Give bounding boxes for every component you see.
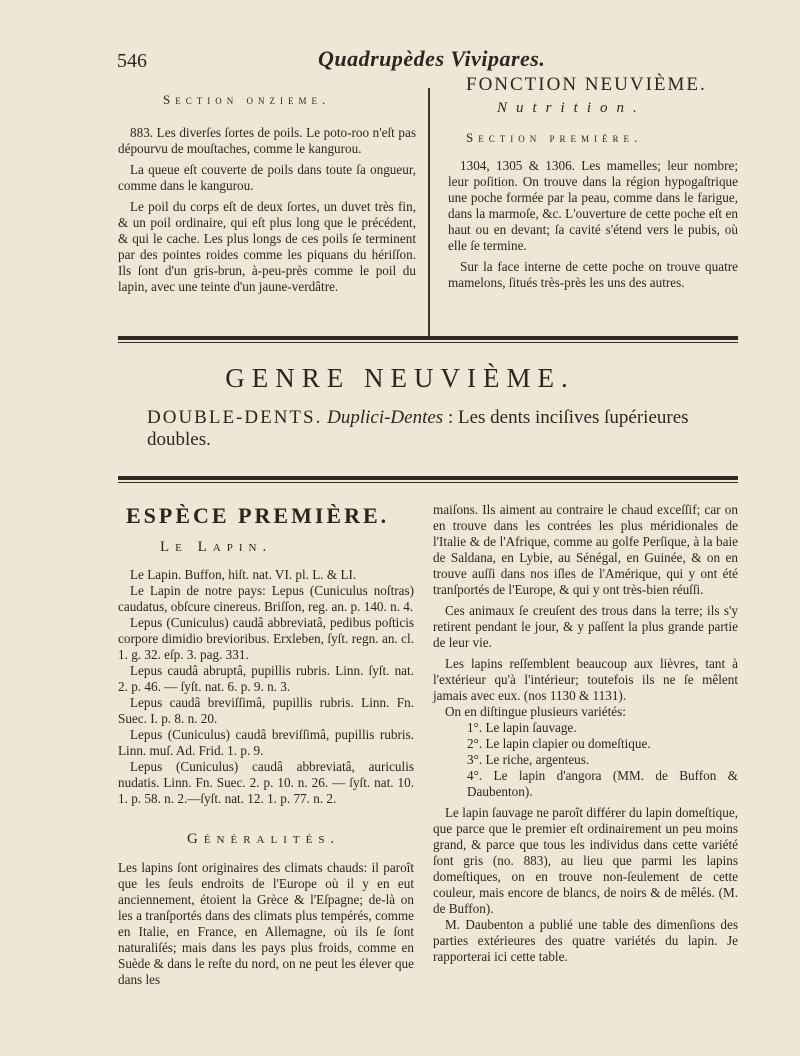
- genre-title: GENRE NEUVIÈME.: [225, 363, 575, 393]
- genre-name: DOUBLE-DENTS.: [147, 407, 323, 428]
- synonym: Le Lapin de notre pays: Lepus (Cuniculus noſtras) caudatus, obſcure cinereus. Briſſon, reg. an. p. 140. n. 4.: [118, 583, 414, 614]
- divider-rule: [118, 482, 738, 483]
- paragraph: Le poil du corps eſt de deux ſortes, un duvet très fin, & un poil ordinaire, qui eſt plus long que le précédent, & qui le cache. Les plus longs de ces poils ſe terminent par des pointes roides comme les piquans du hériſſon. Ils ſont d'un gris-brun, à-peu-près comme le poil du lapin, avec une teinte d'un jaune-verdâtre.: [118, 199, 416, 294]
- genre-text: : Les dents inciſives ſupérieures doubles.: [147, 407, 689, 450]
- right-bottom-column: [433, 502, 738, 965]
- genre-latin: Duplici-Dentes: [327, 407, 444, 428]
- nutrition-heading: Nutrition.: [497, 100, 646, 116]
- animal-name: Le Lapin.: [160, 539, 273, 555]
- genre-description: [147, 407, 707, 451]
- synonymy-column: [118, 567, 414, 807]
- synonym: Lepus caudâ abruptâ, pupillis rubris. Linn. ſyſt. nat. 2. p. 46. — ſyſt. nat. 6. p. 9. n. 3.: [118, 663, 414, 694]
- paragraph: M. Daubenton a publié une table des dimenſions des parties extérieures des quatre variétés du lapin. Je rapporterai ici cette table.: [433, 917, 738, 964]
- paragraph: 1304, 1305 & 1306. Les mamelles; leur nombre; leur poſition. On trouve dans la région hypogaſtrique une poche formée par la peau, comme dans le farigue, dans la marmoſe, &c. L'ouverture de cette poche eſt en haut ou en devant; ſa cavité s'étend vers le pubis, où elle ſe termine.: [448, 158, 738, 253]
- list-item: 4°. Le lapin d'angora (MM. de Buffon & Daubenton).: [467, 768, 738, 799]
- generalites-heading: Généralités.: [187, 831, 341, 847]
- paragraph: 883. Les diverſes ſortes de poils. Le poto-roo n'eſt pas dépourvu de mouſtaches, comme le kangurou.: [118, 125, 416, 156]
- paragraph: Le lapin ſauvage ne paroît différer du lapin domeſtique, que parce que le premier eſt ordinairement un peu moins grand, & parce que tous les individus dans cette variété ſont gris (no. 883), au lieu que parmi les lapins domeſtiques, on en trouve non-ſeulement de cette couleur, mais encore de blancs, de noirs & de mêlés. (M. de Buffon).: [433, 805, 738, 916]
- list-item: 2°. Le lapin clapier ou domeſtique.: [467, 736, 651, 751]
- section-title-right: Section première.: [466, 130, 643, 145]
- paragraph: maiſons. Ils aiment au contraire le chaud exceſſif; car on en trouve dans les contrées les plus méridionales de l'Italie & de l'Afrique, comme au golfe Perſique, à la baie de Saldana, en Lybie, au Sénégal, en Guinée, & on en trouve auſſi dans nos iſles de l'Amérique, qui y ont été tranſportés de l'Europe, & qui y ont très-bien réuſſi.: [433, 502, 738, 597]
- divider-rule: [118, 336, 738, 340]
- generalites-column: [118, 860, 414, 988]
- fonction-heading: FONCTION NEUVIÈME.: [466, 74, 707, 95]
- divider-rule: [118, 342, 738, 343]
- espece-title: ESPÈCE PREMIÈRE.: [126, 503, 390, 528]
- paragraph: Ces animaux ſe creuſent des trous dans la terre; ils s'y retirent pendant le jour, & y paſſent la plus grande partie de leur vie.: [433, 603, 738, 650]
- paragraph: Sur la face interne de cette poche on trouve quatre mamelons, ſitués très-près les uns des autres.: [448, 259, 738, 290]
- divider-rule: [118, 476, 738, 480]
- column-divider: [428, 88, 430, 338]
- varieties-list: [433, 720, 738, 800]
- synonym: Lepus (Cuniculus) caudâ abbreviatâ, pedibus poſticis corpore dimidio brevioribus. Erxleben, ſyſt. regn. an. cl. 1. g. 32. eſp. 3. pag. 331.: [118, 615, 414, 662]
- paragraph: On en diſtingue plusieurs variétés:: [445, 704, 626, 719]
- paragraph: La queue eſt couverte de poils dans toute ſa ongueur, comme dans le kangurou.: [118, 162, 416, 193]
- right-top-column: [448, 158, 738, 291]
- synonym: Lepus (Cuniculus) caudâ breviſſimâ, pupillis rubris. Linn. muſ. Ad. Frid. 1. p. 9.: [118, 727, 414, 758]
- list-item: 3°. Le riche, argenteus.: [467, 752, 590, 767]
- list-item: 1°. Le lapin ſauvage.: [467, 720, 577, 735]
- synonym: Lepus caudâ breviſſimâ, pupillis rubris. Linn. Fn. Suec. I. p. 8. n. 20.: [118, 695, 414, 726]
- section-title-left: Section onzieme.: [163, 92, 331, 107]
- generalites-text: Les lapins ſont originaires des climats chauds: il paroît que les ſeuls endroits de l'Europe où il y en eut anciennement, étoient la Grèce & l'Eſpagne; de-là on les a tranſportés dans des climats plus tempérés, comme en Italie, en France, en Allemagne, où ils ſe ſont naturaliſés; mais dans les pays plus froids, comme en Suède & dans le reſte du nord, on ne peut les élever que dans les: [118, 860, 414, 987]
- page-number: 546: [117, 50, 147, 72]
- left-top-column: [118, 125, 416, 295]
- paragraph: Les lapins reſſemblent beaucoup aux lièvres, tant à l'extérieur qu'à l'intérieur; toutefois ils ne ſe mêlent jamais avec eux. (nos 1130 & 1131).: [433, 656, 738, 703]
- synonym: Le Lapin. Buffon, hiſt. nat. VI. pl. L. & LI.: [130, 567, 357, 582]
- running-head: Quadrupèdes Vivipares.: [318, 46, 546, 71]
- synonym: Lepus (Cuniculus) caudâ abbreviatâ, auriculis nudatis. Linn. Fn. Suec. 2. p. 10. n. 26. — ſyſt. nat. 10. 1. p. 58. n. 2.—ſyſt. nat. 12. 1. p. 77. n. 2.: [118, 759, 414, 806]
